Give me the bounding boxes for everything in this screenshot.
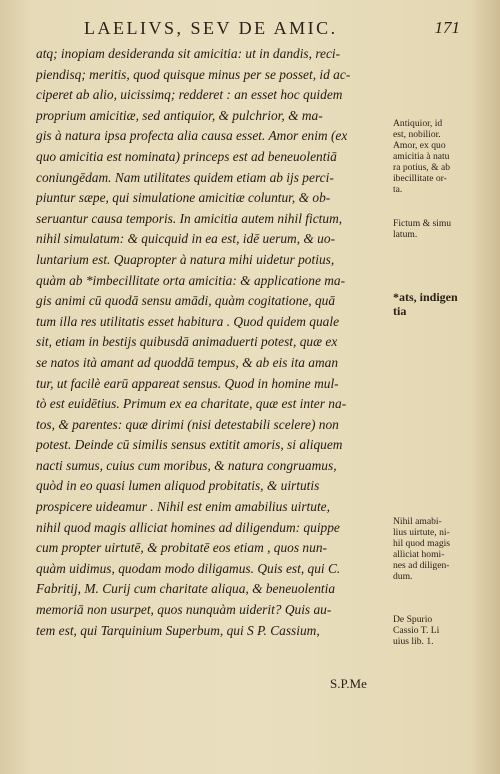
text-line: ciperet ab alio, uicissimq; redderet : an esset hoc quidem bbox=[36, 87, 343, 103]
text-line: quàm uidimus, quodam modo diligamus. Quis est, qui C. bbox=[36, 560, 341, 576]
margin-note-line: ibecillitate or- bbox=[393, 173, 447, 184]
text-line: tur, ut facilè earū appareat sensus. Quod in homine mul- bbox=[36, 375, 339, 391]
text-line: cum propter uirtutē, & probitatē eos etiam , quos nun- bbox=[36, 540, 327, 556]
text-line: nacti sumus, cuius cum moribus, & natura congruamus, bbox=[36, 457, 337, 473]
margin-note-line: Fictum & simu bbox=[393, 218, 452, 229]
margin-note-line: Nihil amabi- bbox=[393, 516, 442, 527]
margin-note-line: hil quod magis bbox=[393, 538, 451, 549]
margin-note-line: alliciat homi- bbox=[393, 549, 445, 560]
text-line: luntarium est. Quapropter à natura mihi uidetur potius, bbox=[36, 251, 335, 267]
main-text bbox=[36, 44, 388, 641]
margin-note-line: dum. bbox=[393, 571, 413, 582]
text-line: proprium amicitiæ, sed antiquior, & pulchrior, & ma- bbox=[36, 107, 323, 123]
text-line: gis animi cū quodā sensu amādi, quàm cogitatione, quā bbox=[36, 293, 336, 309]
text-line: tos, & parentes: quæ dirimi (nisi detestabili scelere) non bbox=[36, 416, 339, 432]
text-line: quòd in eo quasi lumen aliquod probitatis, & uirtutis bbox=[36, 478, 320, 494]
margin-note-antiquior bbox=[393, 118, 477, 195]
text-line: seruantur causa temporis. In amicitia autem nihil fictum, bbox=[36, 210, 343, 226]
text-line: piendisq; meritis, quod quisque minus per se posset, id ac- bbox=[36, 66, 351, 82]
margin-note-line: amicitia à natu bbox=[393, 151, 450, 162]
margin-note-line: est, nobilior. bbox=[393, 129, 441, 140]
text-line: sit, etiam in bestijs quibusdā animaduerti potest, quæ ex bbox=[36, 334, 338, 350]
margin-note-fictum bbox=[393, 218, 477, 240]
text-line: potest. Deinde cū similis sensus extitit amoris, si aliquem bbox=[36, 437, 343, 453]
text-line: piuntur sæpe, qui simulatione amicitiæ coluntur, & ob- bbox=[36, 190, 331, 206]
text-line: quàm ab *imbecillitate orta amicitia: & applicatione ma- bbox=[36, 272, 346, 288]
text-line: nihil simulatum: & quicquid in ea est, idē uerum, & uo- bbox=[36, 231, 336, 247]
margin-note-indigentia bbox=[393, 290, 477, 318]
margin-note-line: uius lib. 1. bbox=[393, 636, 434, 647]
page-number: 171 bbox=[434, 18, 460, 37]
text-line: tum illa res utilitatis esset habitura . Quod quidem quale bbox=[36, 313, 340, 329]
text-line: gis à natura ipsa profecta alia causa esset. Amor enim (ex bbox=[36, 128, 348, 144]
margin-note-line: tia bbox=[393, 304, 407, 318]
margin-note-line: De Spurio bbox=[393, 614, 433, 625]
running-head: LAELIVS, SEV DE AMIC. bbox=[84, 18, 338, 38]
text-line: coniungēdam. Nam utilitates quidem etiam ab ijs perci- bbox=[36, 169, 334, 185]
margin-note-line: ta. bbox=[393, 184, 403, 195]
margin-note-line: Antiquior, id bbox=[393, 118, 443, 129]
margin-note-line: Cassio T. Li bbox=[393, 625, 440, 636]
margin-note-nihil-amabilius bbox=[393, 516, 477, 582]
text-line: tò est euidētius. Primum ex ea charitate, quæ est inter na- bbox=[36, 396, 347, 412]
margin-note-line: nes ad diligen- bbox=[393, 560, 450, 571]
catchword: S.P.Me bbox=[330, 676, 367, 691]
text-line: prospicere uideamur . Nihil est enim amabilius uirtute, bbox=[36, 499, 330, 515]
text-line: nihil quod magis alliciat homines ad diligendum: quippe bbox=[36, 519, 340, 535]
text-line: tem est, qui Tarquinium Superbum, qui S P. Cassium, bbox=[36, 622, 320, 638]
margin-note-line: ra potius, & ab bbox=[393, 162, 451, 173]
text-line: memoriā non usurpet, quos nunquàm uiderit? Quis au- bbox=[36, 602, 332, 618]
margin-note-line: Amor, ex quo bbox=[393, 140, 446, 151]
margin-note-line: lius uirtute, ni- bbox=[393, 527, 450, 538]
text-line: quo amicitia est nominata) princeps est ad beneuolentiā bbox=[36, 148, 337, 164]
text-line: atq; inopiam desideranda sit amicitia: ut in dandis, reci- bbox=[36, 46, 341, 61]
text-line: Fabritij, M. Curij cum charitate aliqua, & beneuolentia bbox=[36, 581, 336, 597]
page-header bbox=[84, 18, 460, 42]
text-line: se natos ità amant ad quoddā tempus, & ab eis ita aman bbox=[36, 354, 339, 370]
margin-note-spurio bbox=[393, 614, 477, 647]
margin-note-line: *ats, indigen bbox=[393, 290, 458, 304]
margin-note-line: latum. bbox=[393, 229, 418, 240]
